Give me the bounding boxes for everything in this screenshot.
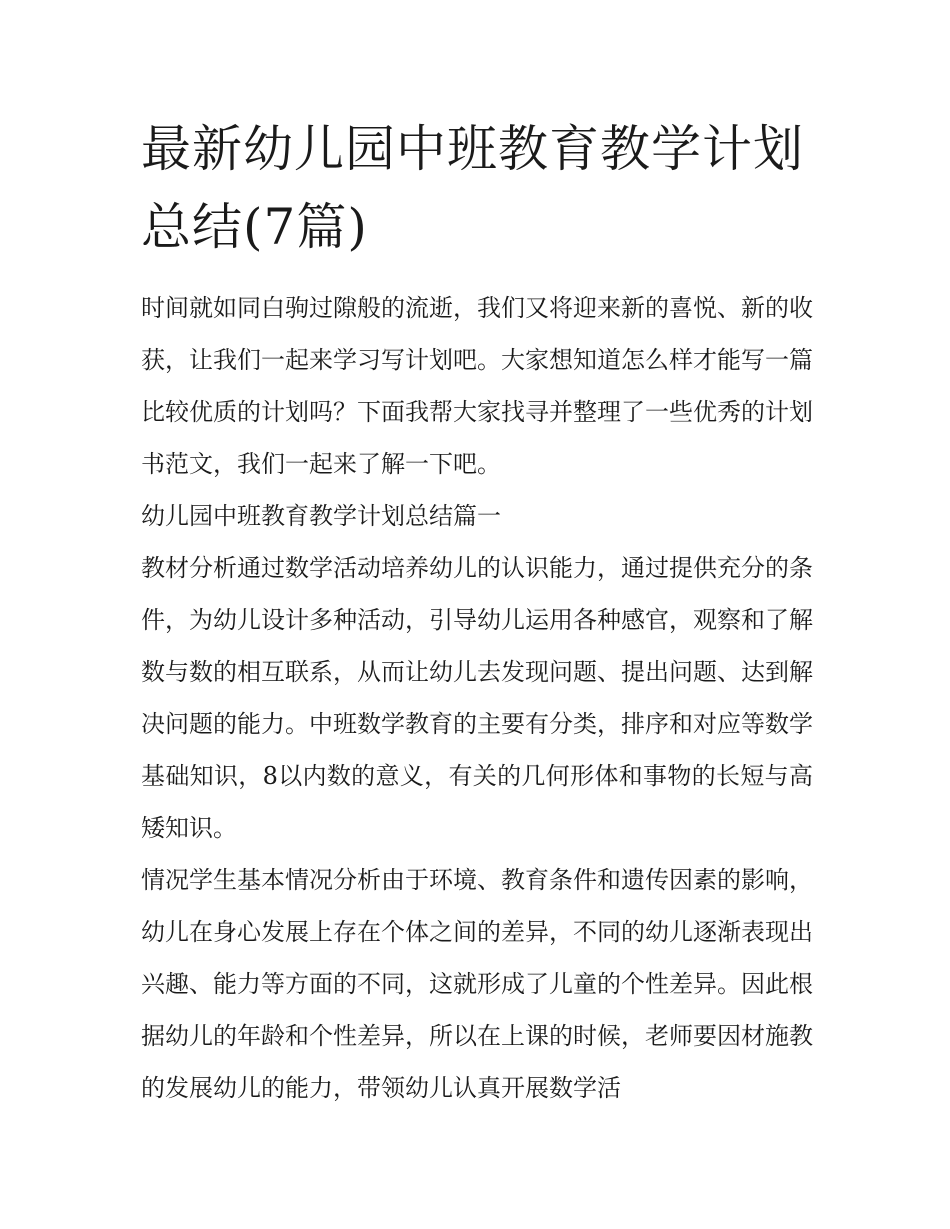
section-heading: 幼儿园中班教育教学计划总结篇一 xyxy=(141,502,501,530)
document-title: 最新幼儿园中班教育教学计划总结(7篇) xyxy=(141,120,804,256)
body-paragraph-1: 教材分析通过数学活动培养幼儿的认识能力，通过提供充分的条件，为幼儿设计多种活动，引导幼儿运用各种感官，观察和了解数与数的相互联系，从而让幼儿去发现问题、提出问题、达到解决问题的能力。中班数学教育的主要有分类，排序和对应等数学基础知识，8以内数的意义，有关的几何形体和事物的长短与高矮知识。 xyxy=(141,554,813,842)
intro-paragraph: 时间就如同白驹过隙般的流逝，我们又将迎来新的喜悦、新的收获，让我们一起来学习写计划吧。大家想知道怎么样才能写一篇比较优质的计划吗？下面我帮大家找寻并整理了一些优秀的计划书范文，我们一起来了解一下吧。 xyxy=(141,294,813,478)
body-paragraph-2: 情况学生基本情况分析由于环境、教育条件和遗传因素的影响，幼儿在身心发展上存在个体之间的差异，不同的幼儿逐渐表现出兴趣、能力等方面的不同，这就形成了儿童的个性差异。因此根据幼儿的年龄和个性差异，所以在上课的时候，老师要因材施教的发展幼儿的能力，带领幼儿认真开展数学活 xyxy=(141,866,813,1102)
document-body xyxy=(141,282,813,1114)
document-page xyxy=(141,110,813,1114)
